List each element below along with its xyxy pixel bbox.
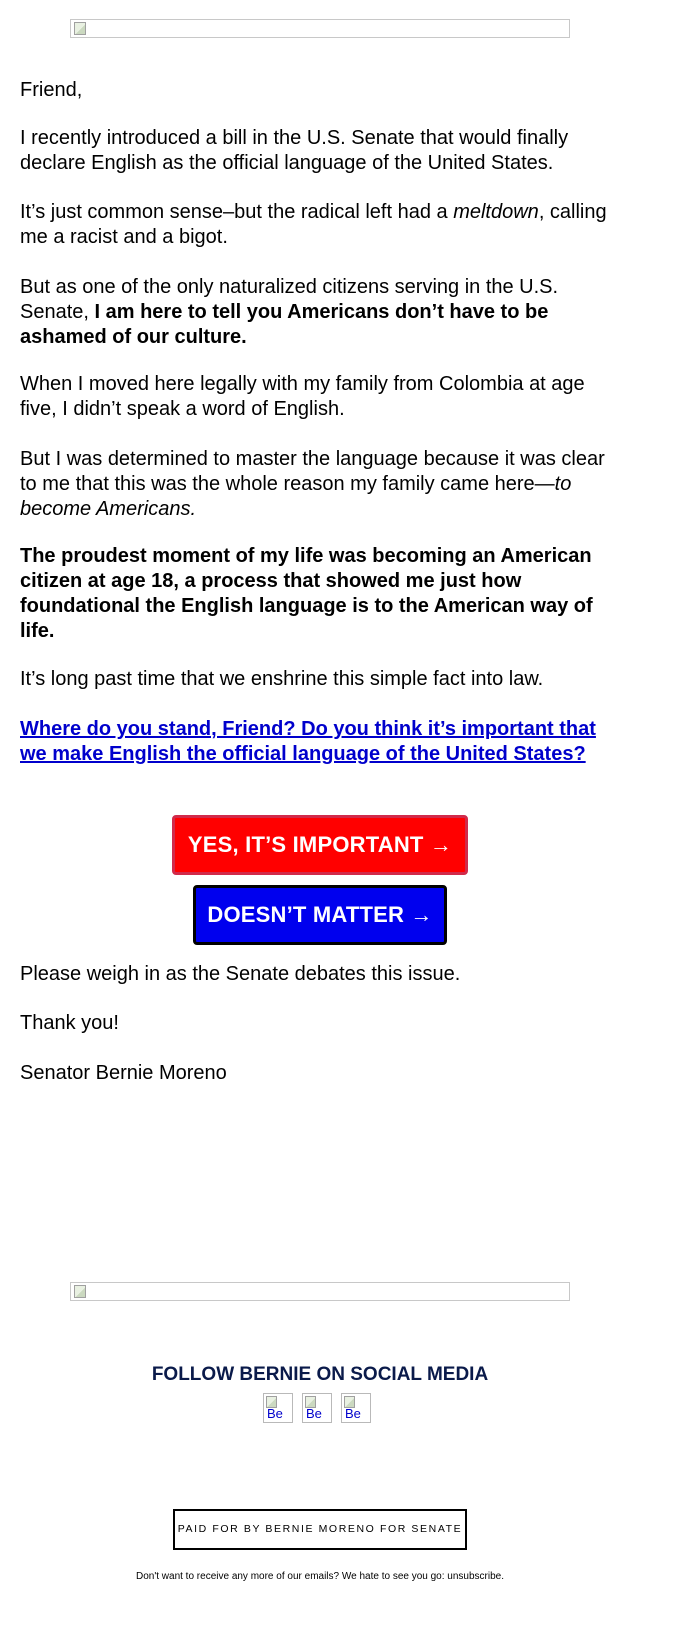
broken-image-icon bbox=[74, 22, 86, 35]
p2-text-b: , calling me a racist and a bigot. bbox=[20, 201, 607, 248]
p3-text: But as one of the only naturalized citizens serving in the U.S. Senate, bbox=[20, 276, 559, 323]
social-link-1[interactable] bbox=[263, 1393, 293, 1423]
doesnt-matter-button[interactable]: DOESN’T MATTER → bbox=[193, 885, 447, 945]
social-alt-text: Be bbox=[306, 1406, 322, 1421]
social-alt-text: Be bbox=[345, 1406, 361, 1421]
header-banner-image bbox=[70, 19, 570, 38]
p2-text-a: It’s just common sense–but the radical left had a bbox=[20, 201, 454, 223]
follow-heading: FOLLOW BERNIE ON SOCIAL MEDIA bbox=[151, 1364, 489, 1385]
paragraph-weigh-in: Please weigh in as the Senate debates this issue. bbox=[20, 963, 461, 985]
paragraph-determined bbox=[20, 447, 620, 522]
unsubscribe-text[interactable]: Don't want to receive any more of our emails? We hate to see you go: unsubscribe. bbox=[135, 1571, 505, 1582]
paragraph-moved: When I moved here legally with my family from Colombia at age five, I didn’t speak a word of English. bbox=[20, 373, 585, 420]
broken-image-icon bbox=[74, 1285, 86, 1298]
paragraph-proudest bbox=[20, 544, 620, 644]
p6-bold: The proudest moment of my life was becoming an American citizen at age 18, a process that showed me just how foundational the English language is to the American way of life. bbox=[20, 545, 593, 642]
paragraph-naturalized bbox=[20, 275, 620, 350]
paid-for-disclaimer: PAID FOR BY BERNIE MORENO FOR SENATE bbox=[173, 1509, 467, 1550]
cta-paragraph bbox=[20, 717, 620, 767]
p2-emphasis: meltdown bbox=[453, 201, 539, 223]
paragraph-enshrine: It’s long past time that we enshrine this simple fact into law. bbox=[20, 668, 544, 690]
paragraph-common-sense bbox=[20, 200, 620, 250]
thanks-text: Thank you! bbox=[20, 1012, 119, 1034]
social-link-3[interactable] bbox=[341, 1393, 371, 1423]
social-link-2[interactable] bbox=[302, 1393, 332, 1423]
paragraph-bill: I recently introduced a bill in the U.S. Senate that would finally declare English as the official language of the United States. bbox=[20, 127, 569, 174]
footer-banner-image bbox=[70, 1282, 570, 1301]
p5-text: But I was determined to master the language because it was clear to me that this was the whole reason my family came here— bbox=[20, 448, 605, 495]
p3-bold: I am here to tell you Americans don’t have to be ashamed of our culture. bbox=[20, 301, 549, 348]
social-alt-text: Be bbox=[267, 1406, 283, 1421]
greeting: Friend, bbox=[20, 79, 83, 101]
yes-important-button[interactable]: YES, IT’S IMPORTANT → bbox=[172, 815, 468, 875]
signature: Senator Bernie Moreno bbox=[20, 1062, 227, 1084]
survey-link[interactable]: Where do you stand, Friend? Do you think it’s important that we make English the official language of the United States? bbox=[20, 718, 596, 765]
p5-emphasis: to become Americans. bbox=[20, 473, 572, 520]
